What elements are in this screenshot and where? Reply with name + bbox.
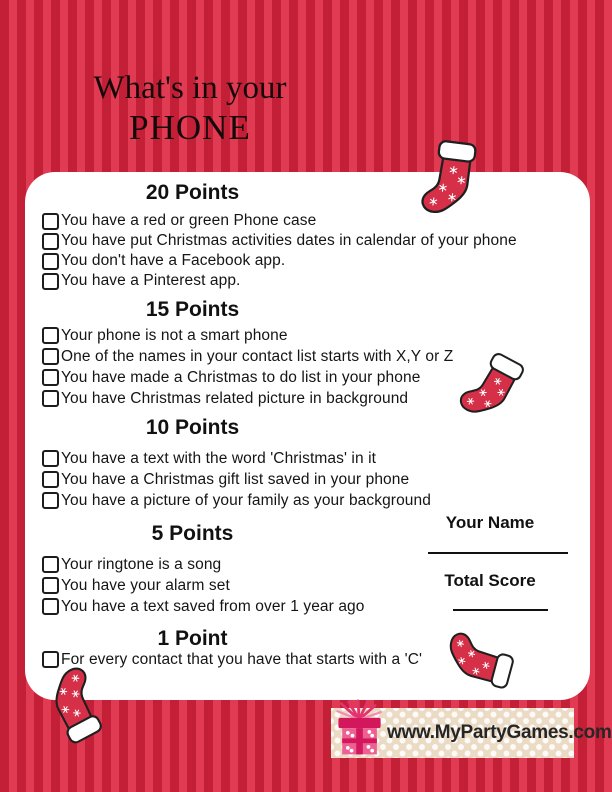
total-score-label: Total Score bbox=[444, 571, 536, 590]
checklist-item-label: For every contact that you have that starts with a 'C' bbox=[61, 650, 423, 668]
checkbox[interactable] bbox=[42, 651, 59, 668]
checklist-item-label: You have a text saved from over 1 year ago bbox=[61, 597, 365, 615]
checklist-item-label: You have a Christmas gift list saved in your phone bbox=[61, 470, 410, 488]
checkbox[interactable] bbox=[42, 471, 59, 488]
checklist-item bbox=[42, 211, 590, 231]
checkbox[interactable] bbox=[42, 577, 59, 594]
checkbox[interactable] bbox=[42, 327, 59, 344]
your-name-label: Your Name bbox=[445, 513, 535, 532]
total-score-fill-line[interactable] bbox=[453, 609, 548, 611]
game-title-line2: PHONE bbox=[129, 108, 251, 147]
your-name-fill-line[interactable] bbox=[428, 552, 568, 554]
section-10-points bbox=[25, 416, 590, 511]
checklist-item-label: You have a red or green Phone case bbox=[61, 212, 317, 229]
checklist-item-label: Your ringtone is a song bbox=[61, 555, 222, 573]
checkbox[interactable] bbox=[42, 233, 59, 250]
checklist-item bbox=[42, 596, 590, 617]
watermark-banner bbox=[331, 708, 612, 758]
section-heading-10-points: 10 Points bbox=[145, 416, 240, 439]
checkbox[interactable] bbox=[42, 369, 59, 386]
checklist-item bbox=[42, 325, 590, 346]
checkbox[interactable] bbox=[42, 556, 59, 573]
game-title bbox=[40, 68, 340, 148]
checkbox[interactable] bbox=[42, 348, 59, 365]
checklist-item-label: You have a picture of your family as your background bbox=[61, 491, 431, 509]
checkbox[interactable] bbox=[42, 253, 59, 270]
checklist-item bbox=[42, 469, 590, 490]
checkbox[interactable] bbox=[42, 390, 59, 407]
section-heading-5-points: 5 Points bbox=[151, 522, 234, 545]
watermark-link[interactable]: www.MyPartyGames.com bbox=[387, 722, 612, 743]
checkbox[interactable] bbox=[42, 213, 59, 230]
section-20-points bbox=[25, 181, 590, 291]
checklist-item-label: You have a Pinterest app. bbox=[61, 272, 241, 289]
checkbox[interactable] bbox=[42, 450, 59, 467]
checklist-item bbox=[42, 448, 590, 469]
checklist-item bbox=[42, 251, 590, 271]
section-5-points bbox=[25, 522, 590, 617]
checklist-item-label: You have a text with the word 'Christmas' in it bbox=[61, 449, 377, 467]
checklist-item-label: One of the names in your contact list starts with X,Y or Z bbox=[61, 347, 454, 365]
checklist-item-label: You have put Christmas activities dates in calendar of your phone bbox=[61, 232, 517, 249]
checkbox[interactable] bbox=[42, 273, 59, 290]
section-heading-20-points: 20 Points bbox=[145, 181, 240, 204]
checkbox[interactable] bbox=[42, 598, 59, 615]
checklist-item bbox=[42, 231, 590, 251]
checklist-item bbox=[42, 490, 590, 511]
game-card bbox=[25, 172, 590, 700]
section-heading-15-points: 15 Points bbox=[145, 298, 240, 321]
checkbox[interactable] bbox=[42, 492, 59, 509]
checklist-item-label: You have Christmas related picture in background bbox=[61, 389, 409, 407]
checklist-item-label: Your phone is not a smart phone bbox=[61, 326, 288, 344]
christmas-stocking-icon bbox=[419, 135, 490, 219]
checklist-item-label: You have your alarm set bbox=[61, 576, 230, 594]
checklist-item bbox=[42, 271, 590, 291]
checklist-item-label: You don't have a Facebook app. bbox=[61, 252, 286, 269]
section-heading-1-point: 1 Point bbox=[157, 627, 228, 650]
game-title-line1: What's in your bbox=[93, 70, 287, 106]
checklist-item-label: You have made a Christmas to do list in your phone bbox=[61, 368, 421, 386]
gift-box-icon bbox=[330, 699, 390, 761]
